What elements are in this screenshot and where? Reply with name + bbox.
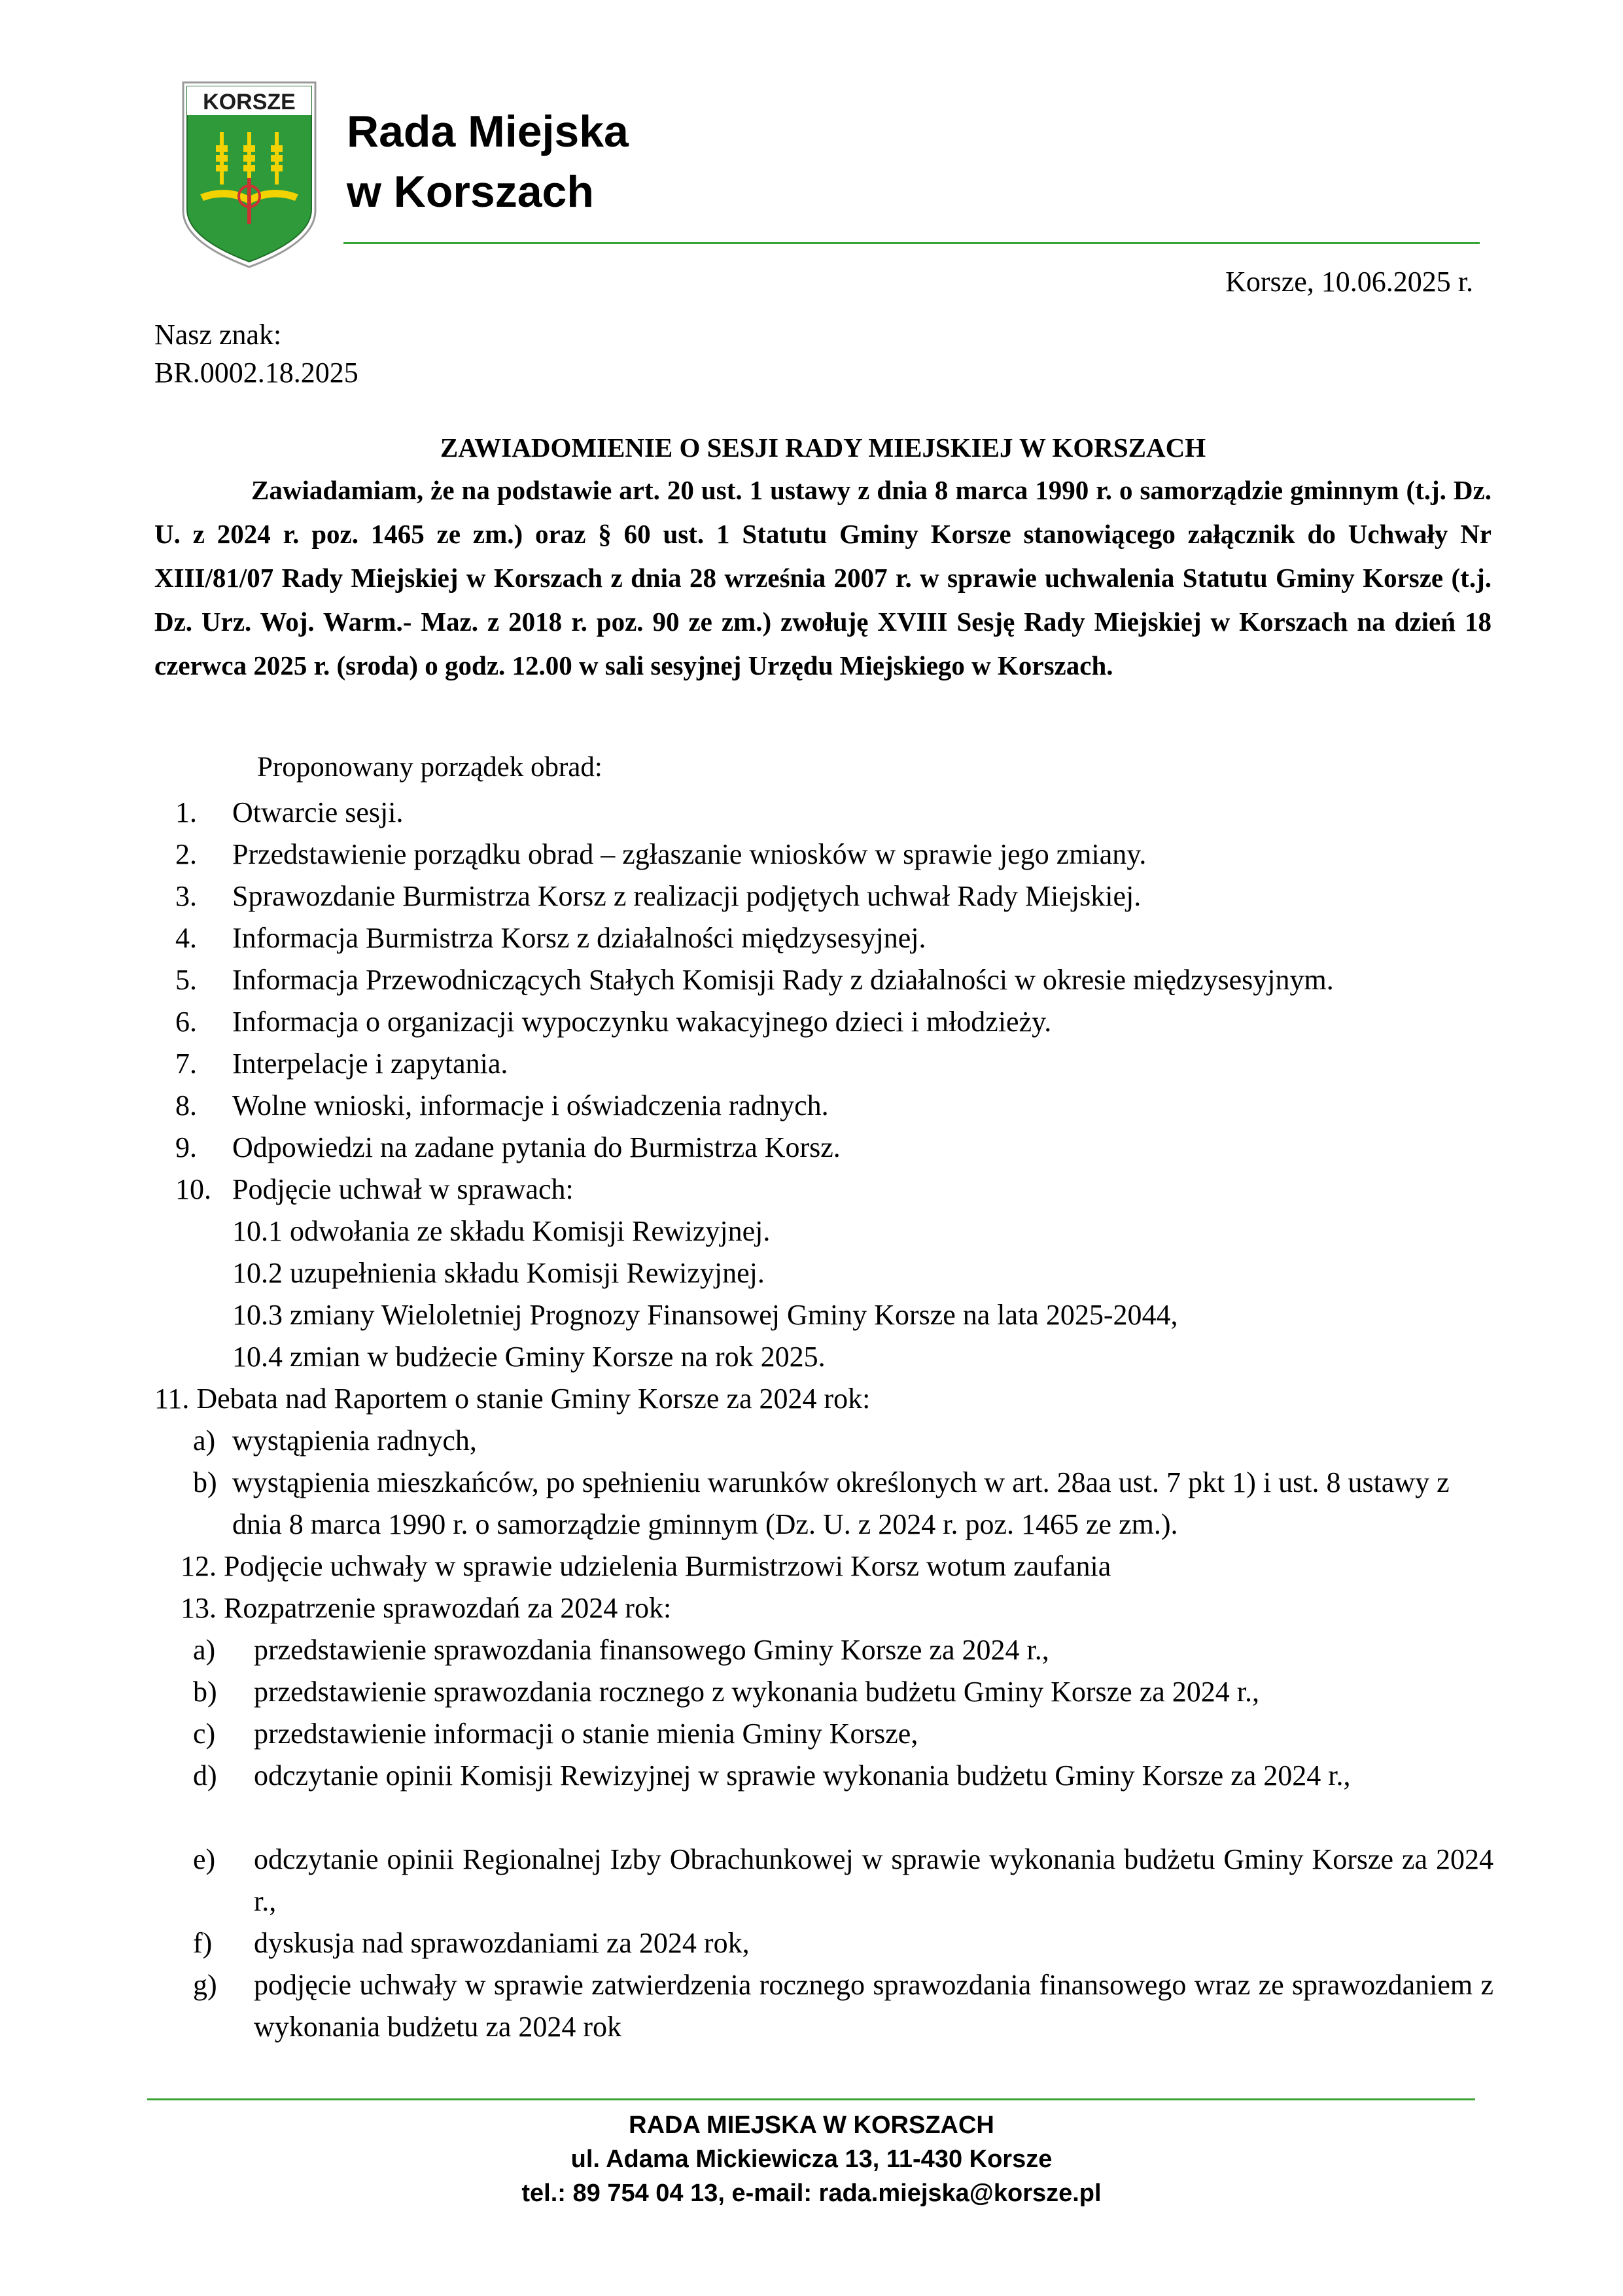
agenda-subitem-letter: d) <box>193 1759 217 1792</box>
agenda-item-text: Otwarcie sesji. <box>232 796 404 828</box>
notice-title: ZAWIADOMIENIE O SESJI RADY MIEJSKIEJ W KORSZACH <box>440 433 1206 463</box>
footer-divider <box>147 2098 1475 2100</box>
agenda-subitem: 10.1 odwołania ze składu Komisji Rewizyjnej. <box>232 1215 771 1247</box>
agenda-subitem-letter: c) <box>193 1718 216 1750</box>
document-date: Korsze, 10.06.2025 r. <box>1225 266 1473 298</box>
agenda-subitem-letter: b) <box>193 1676 217 1708</box>
agenda-subitem-letter: e) <box>193 1843 216 1875</box>
agenda-item-number: 3. <box>175 880 197 912</box>
reference-label: Nasz znak: <box>154 319 282 351</box>
header-divider <box>343 242 1480 244</box>
footer-line1: RADA MIEJSKA W KORSZACH <box>629 2111 994 2139</box>
agenda-subitem-text: odczytanie opinii Regionalnej Izby Obrachunkowej w sprawie wykonania budżetu Gminy Korsze za 2024 r., <box>254 1843 1493 1917</box>
agenda-subitem-letter: b) <box>193 1466 217 1498</box>
agenda-item-11: 11. Debata nad Raportem o stanie Gminy Korsze za 2024 rok: <box>154 1383 871 1415</box>
agenda-subitem-text: wystąpienia mieszkańców, po spełnieniu warunków określonych w art. 28aa ust. 7 pkt 1) i ust. 8 ustawy z dnia 8 marca 1990 r. o samorządzie gminnym (Dz. U. z 2024 r. poz. 1465 ze zm.). <box>232 1466 1450 1540</box>
agenda-item-text: Sprawozdanie Burmistrza Korsz z realizacji podjętych uchwał Rady Miejskiej. <box>232 880 1142 912</box>
footer-address: ul. Adama Mickiewicza 13, 11-430 Korsze <box>570 2146 1053 2173</box>
reference-block <box>154 316 358 392</box>
notice-body: Zawiadamiam, że na podstawie art. 20 ust. 1 ustawy z dnia 8 marca 1990 r. o samorządzie gminnym (t.j. Dz. U. z 2024 r. poz. 1465 ze zm.) oraz § 60 ust. 1 Statutu Gminy Korsze stanowiącego załącznik do Uchwały Nr XIII/81/07 Rady Miejskiej w Korszach z dnia 28 września 2007 r. w sprawie uchwalenia Statutu Gminy Korsze (t.j. Dz. Urz. Woj. Warm.- Maz. z 2018 r. poz. 90 ze zm.) zwołuję XVIII Sesję Rady Miejskiej w Korszach na dzień 18 czerwca 2025 r. (sroda) o godz. 12.00 w sali sesyjnej Urzędu Miejskiego w Korszach. <box>154 475 1492 680</box>
agenda-item-number: 2. <box>175 838 197 870</box>
coat-of-arms-logo <box>181 80 318 270</box>
agenda-item-number: 5. <box>175 964 197 996</box>
agenda-item-12: 12. Podjęcie uchwały w sprawie udzielenia Burmistrzowi Korsz wotum zaufania <box>181 1550 1111 1582</box>
footer-contact: tel.: 89 754 04 13, e-mail: rada.miejska@korsze.pl <box>521 2180 1102 2207</box>
agenda-subitem-text: podjęcie uchwały w sprawie zatwierdzenia rocznego sprawozdania finansowego wraz ze sprawozdaniem z wykonania budżetu za 2024 rok <box>254 1969 1493 2043</box>
agenda-subitem-letter: a) <box>193 1634 216 1666</box>
agenda-item-number: 10. <box>175 1173 211 1205</box>
agenda-subitem-text: przedstawienie sprawozdania finansowego Gminy Korsze za 2024 r., <box>254 1634 1049 1666</box>
agenda-intro: Proponowany porządek obrad: <box>257 752 602 783</box>
agenda-subitem: 10.3 zmiany Wieloletniej Prognozy Finansowej Gminy Korsze na lata 2025-2044, <box>232 1299 1178 1331</box>
agenda-item-text: Przedstawienie porządku obrad – zgłaszanie wniosków w sprawie jego zmiany. <box>232 838 1147 870</box>
agenda-subitem: 10.4 zmian w budżecie Gminy Korsze na rok 2025. <box>232 1341 826 1373</box>
agenda-item-text: Wolne wnioski, informacje i oświadczenia radnych. <box>232 1089 829 1122</box>
agenda-item-number: 9. <box>175 1131 197 1163</box>
logo-text: KORSZE <box>203 90 296 115</box>
agenda-item-number: 4. <box>175 922 197 954</box>
agenda-subitem: 10.2 uzupełnienia składu Komisji Rewizyjnej. <box>232 1257 765 1289</box>
agenda-item-text: Interpelacje i zapytania. <box>232 1048 508 1080</box>
agenda-subitem-text: odczytanie opinii Komisji Rewizyjnej w sprawie wykonania budżetu Gminy Korsze za 2024 r., <box>254 1759 1351 1792</box>
council-name <box>347 101 629 222</box>
agenda-item-text: Odpowiedzi na zadane pytania do Burmistrza Korsz. <box>232 1131 841 1163</box>
agenda-item-text: Podjęcie uchwał w sprawach: <box>232 1173 574 1205</box>
agenda-item-number: 7. <box>175 1048 197 1080</box>
agenda-subitem-letter: g) <box>193 1969 217 2001</box>
agenda-subitem-text: dyskusja nad sprawozdaniami za 2024 rok, <box>254 1927 750 1959</box>
agenda-subitem-text: wystąpienia radnych, <box>232 1424 477 1457</box>
council-name-line1: Rada Miejska <box>347 107 629 156</box>
agenda-item-text: Informacja o organizacji wypoczynku wakacyjnego dzieci i młodzieży. <box>232 1006 1052 1038</box>
agenda-item-text: Informacja Przewodniczących Stałych Komisji Rady z działalności w okresie międzysesyjnym. <box>232 964 1334 996</box>
agenda-item-text: Informacja Burmistrza Korsz z działalności międzysesyjnej. <box>232 922 926 954</box>
agenda-item-number: 1. <box>175 796 197 828</box>
agenda-subitem-letter: a) <box>193 1424 216 1457</box>
council-name-line2: w Korszach <box>347 167 594 217</box>
agenda-item-number: 6. <box>175 1006 197 1038</box>
agenda-subitem-text: przedstawienie sprawozdania rocznego z wykonania budżetu Gminy Korsze za 2024 r., <box>254 1676 1259 1708</box>
agenda-subitem-letter: f) <box>193 1927 213 1959</box>
reference-number: BR.0002.18.2025 <box>154 357 358 389</box>
agenda-item-13: 13. Rozpatrzenie sprawozdań za 2024 rok: <box>181 1592 672 1624</box>
agenda-subitem-text: przedstawienie informacji o stanie mienia Gminy Korsze, <box>254 1718 918 1750</box>
agenda-item-number: 8. <box>175 1089 197 1122</box>
